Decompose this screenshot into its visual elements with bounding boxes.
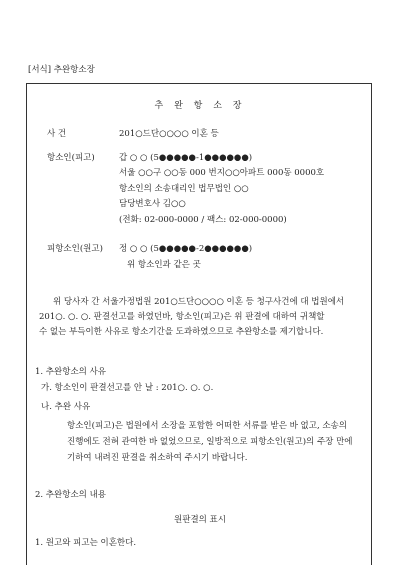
document-title: 추 완 항 소 장 — [154, 101, 246, 111]
section2-subtitle: 원판결의 표시 — [174, 515, 226, 525]
section1-heading: 1. 추완항소의 사유 — [35, 367, 106, 377]
section2-item-1: 1. 원고와 피고는 이혼한다. — [35, 538, 137, 548]
reason-line-1: 항소인(피고)은 법원에서 소장을 포함한 어떠한 서류를 받은 바 없고, 소송의 — [67, 421, 347, 431]
section1-item-na: 나. 추완 사유 — [41, 402, 91, 412]
appellee-label: 피항소인(원고) — [47, 244, 103, 254]
appellant-address: 서울 ○○구 ○○동 000 번지○○아파트 000동 0000호 — [119, 168, 325, 178]
appellant-agent: 항소인의 소송대리인 법무법인 ○○ — [119, 184, 249, 194]
appellant-contact: (전화: 02-000-0000 / 팩스: 02-000-0000) — [119, 215, 287, 225]
case-label: 사 건 — [47, 129, 67, 139]
appellant-label: 항소인(피고) — [47, 153, 95, 163]
reason-line-2: 진행에도 전혀 관여한 바 없었으므로, 일방적으로 피항소인(원고)의 주장 만에 — [67, 437, 353, 447]
appellant-name: 갑 ○ ○ (5●●●●●-1●●●●●●) — [119, 153, 253, 163]
section1-item-ga: 가. 항소인이 판결선고를 안 날 : 201○. ○. ○. — [41, 383, 214, 393]
intro-line-3: 수 없는 부득이한 사유로 항소기간을 도과하였으므로 추완항소를 제기합니다. — [39, 327, 324, 337]
document-frame — [26, 83, 372, 565]
section2-heading: 2. 추완항소의 내용 — [35, 490, 106, 500]
appellee-name: 정 ○ ○ (5●●●●●-2●●●●●●) — [119, 244, 253, 254]
appellee-address: 위 항소인과 같은 곳 — [127, 260, 201, 270]
intro-line-1: 위 당사자 간 서울가정법원 201○드단○○○○ 이혼 등 청구사건에 대 법원에서 — [53, 297, 345, 307]
intro-line-2: 201○. ○. ○. 판결선고를 하였던바, 항소인(피고)은 위 판결에 대하여 귀책할 — [39, 312, 325, 322]
form-label: [서식] 추완항소장 — [28, 65, 95, 75]
case-value: 201○드단○○○○ 이혼 등 — [119, 129, 219, 139]
appellant-lawyer: 담당변호사 김○○ — [119, 199, 186, 209]
reason-line-3: 기하여 내려진 판결을 취소하여 주시기 바랍니다. — [67, 453, 248, 463]
